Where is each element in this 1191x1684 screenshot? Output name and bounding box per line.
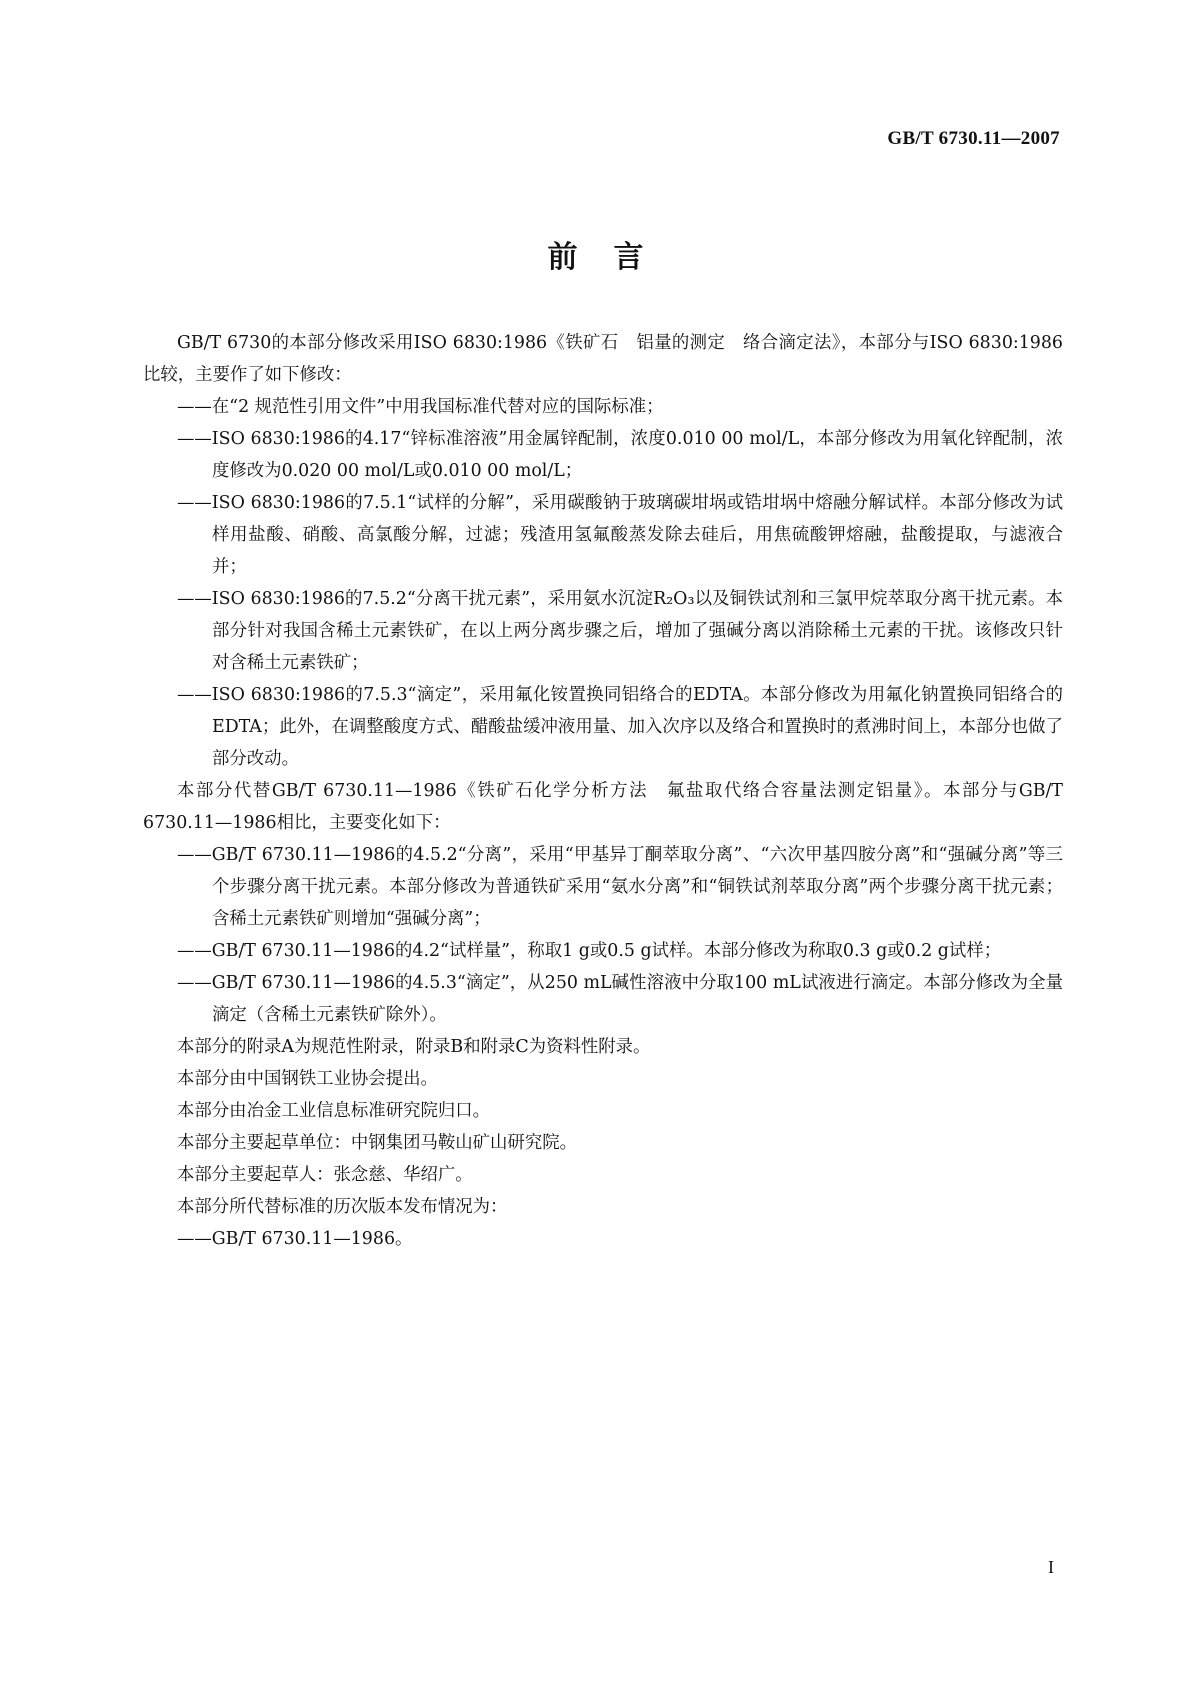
paragraph-proposer: 本部分由中国钢铁工业协会提出。	[177, 1069, 438, 1089]
paragraph-intro: GB/T 6730的本部分修改采用ISO 6830:1986《铁矿石 铝量的测定 络合滴定法》，本部分与ISO 6830:1986比较，主要作了如下修改：	[143, 333, 1063, 385]
list-item: ——ISO 6830:1986的7.5.1“试样的分解”，采用碳酸钠于玻璃碳坩埚或锆坩埚中熔融分解试样。本部分修改为试样用盐酸、硝酸、高氯酸分解，过滤；残渣用氢氟酸蒸发除去硅后，用焦硫酸钾熔融，盐酸提取，与滤液合并；	[177, 493, 1063, 577]
list-item: ——ISO 6830:1986的7.5.3“滴定”，采用氟化铵置换同铝络合的EDTA。本部分修改为用氟化钠置换同铝络合的EDTA；此外，在调整酸度方式、醋酸盐缓冲液用量、加入次序以及络合和置换时的煮沸时间上，本部分也做了部分改动。	[177, 685, 1063, 769]
paragraph-replacement: 本部分代替GB/T 6730.11—1986《铁矿石化学分析方法 氟盐取代络合容量法测定铝量》。本部分与GB/T 6730.11—1986相比，主要变化如下：	[143, 781, 1063, 833]
page-title: 前言	[547, 240, 680, 275]
list-item: ——GB/T 6730.11—1986的4.2“试样量”，称取1 g或0.5 g试样。本部分修改为称取0.3 g或0.2 g试样；	[177, 941, 1002, 961]
list-item: ——在“2 规范性引用文件”中用我国标准代替对应的国际标准；	[177, 397, 664, 417]
list-item: ——GB/T 6730.11—1986的4.5.3“滴定”，从250 mL碱性溶液中分取100 mL试液进行滴定。本部分修改为全量滴定（含稀土元素铁矿除外）。	[177, 973, 1063, 1025]
paragraph-history: 本部分所代替标准的历次版本发布情况为：	[177, 1197, 508, 1217]
list-item: ——GB/T 6730.11—1986。	[177, 1229, 413, 1249]
list-item: ——ISO 6830:1986的7.5.2“分离干扰元素”，采用氨水沉淀R₂O₃以及铜铁试剂和三氯甲烷萃取分离干扰元素。本部分针对我国含稀土元素铁矿，在以上两分离步骤之后，增加了强碱分离以消除稀土元素的干扰。该修改只针对含稀土元素铁矿；	[177, 589, 1063, 673]
list-item: ——GB/T 6730.11—1986的4.5.2“分离”，采用“甲基异丁酮萃取分离”、“六次甲基四胺分离”和“强碱分离”等三个步骤分离干扰元素。本部分修改为普通铁矿采用“氨水分离”和“铜铁试剂萃取分离”两个步骤分离干扰元素；含稀土元素铁矿则增加“强碱分离”；	[177, 845, 1063, 929]
document-code: GB/T 6730.11—2007	[887, 128, 1060, 149]
paragraph-drafting-unit: 本部分主要起草单位：中钢集团马鞍山矿山研究院。	[177, 1133, 577, 1153]
page-number: I	[1048, 1557, 1054, 1577]
paragraph-annex: 本部分的附录A为规范性附录，附录B和附录C为资料性附录。	[177, 1037, 651, 1057]
paragraph-drafters: 本部分主要起草人：张念慈、华绍广。	[177, 1165, 473, 1185]
preface-body	[143, 327, 1063, 1255]
paragraph-administrator: 本部分由冶金工业信息标准研究院归口。	[177, 1101, 491, 1121]
list-item: ——ISO 6830:1986的4.17“锌标准溶液”用金属锌配制，浓度0.010 00 mol/L，本部分修改为用氧化锌配制，浓度修改为0.020 00 mol/L或0.010 00 mol/L；	[177, 429, 1063, 481]
